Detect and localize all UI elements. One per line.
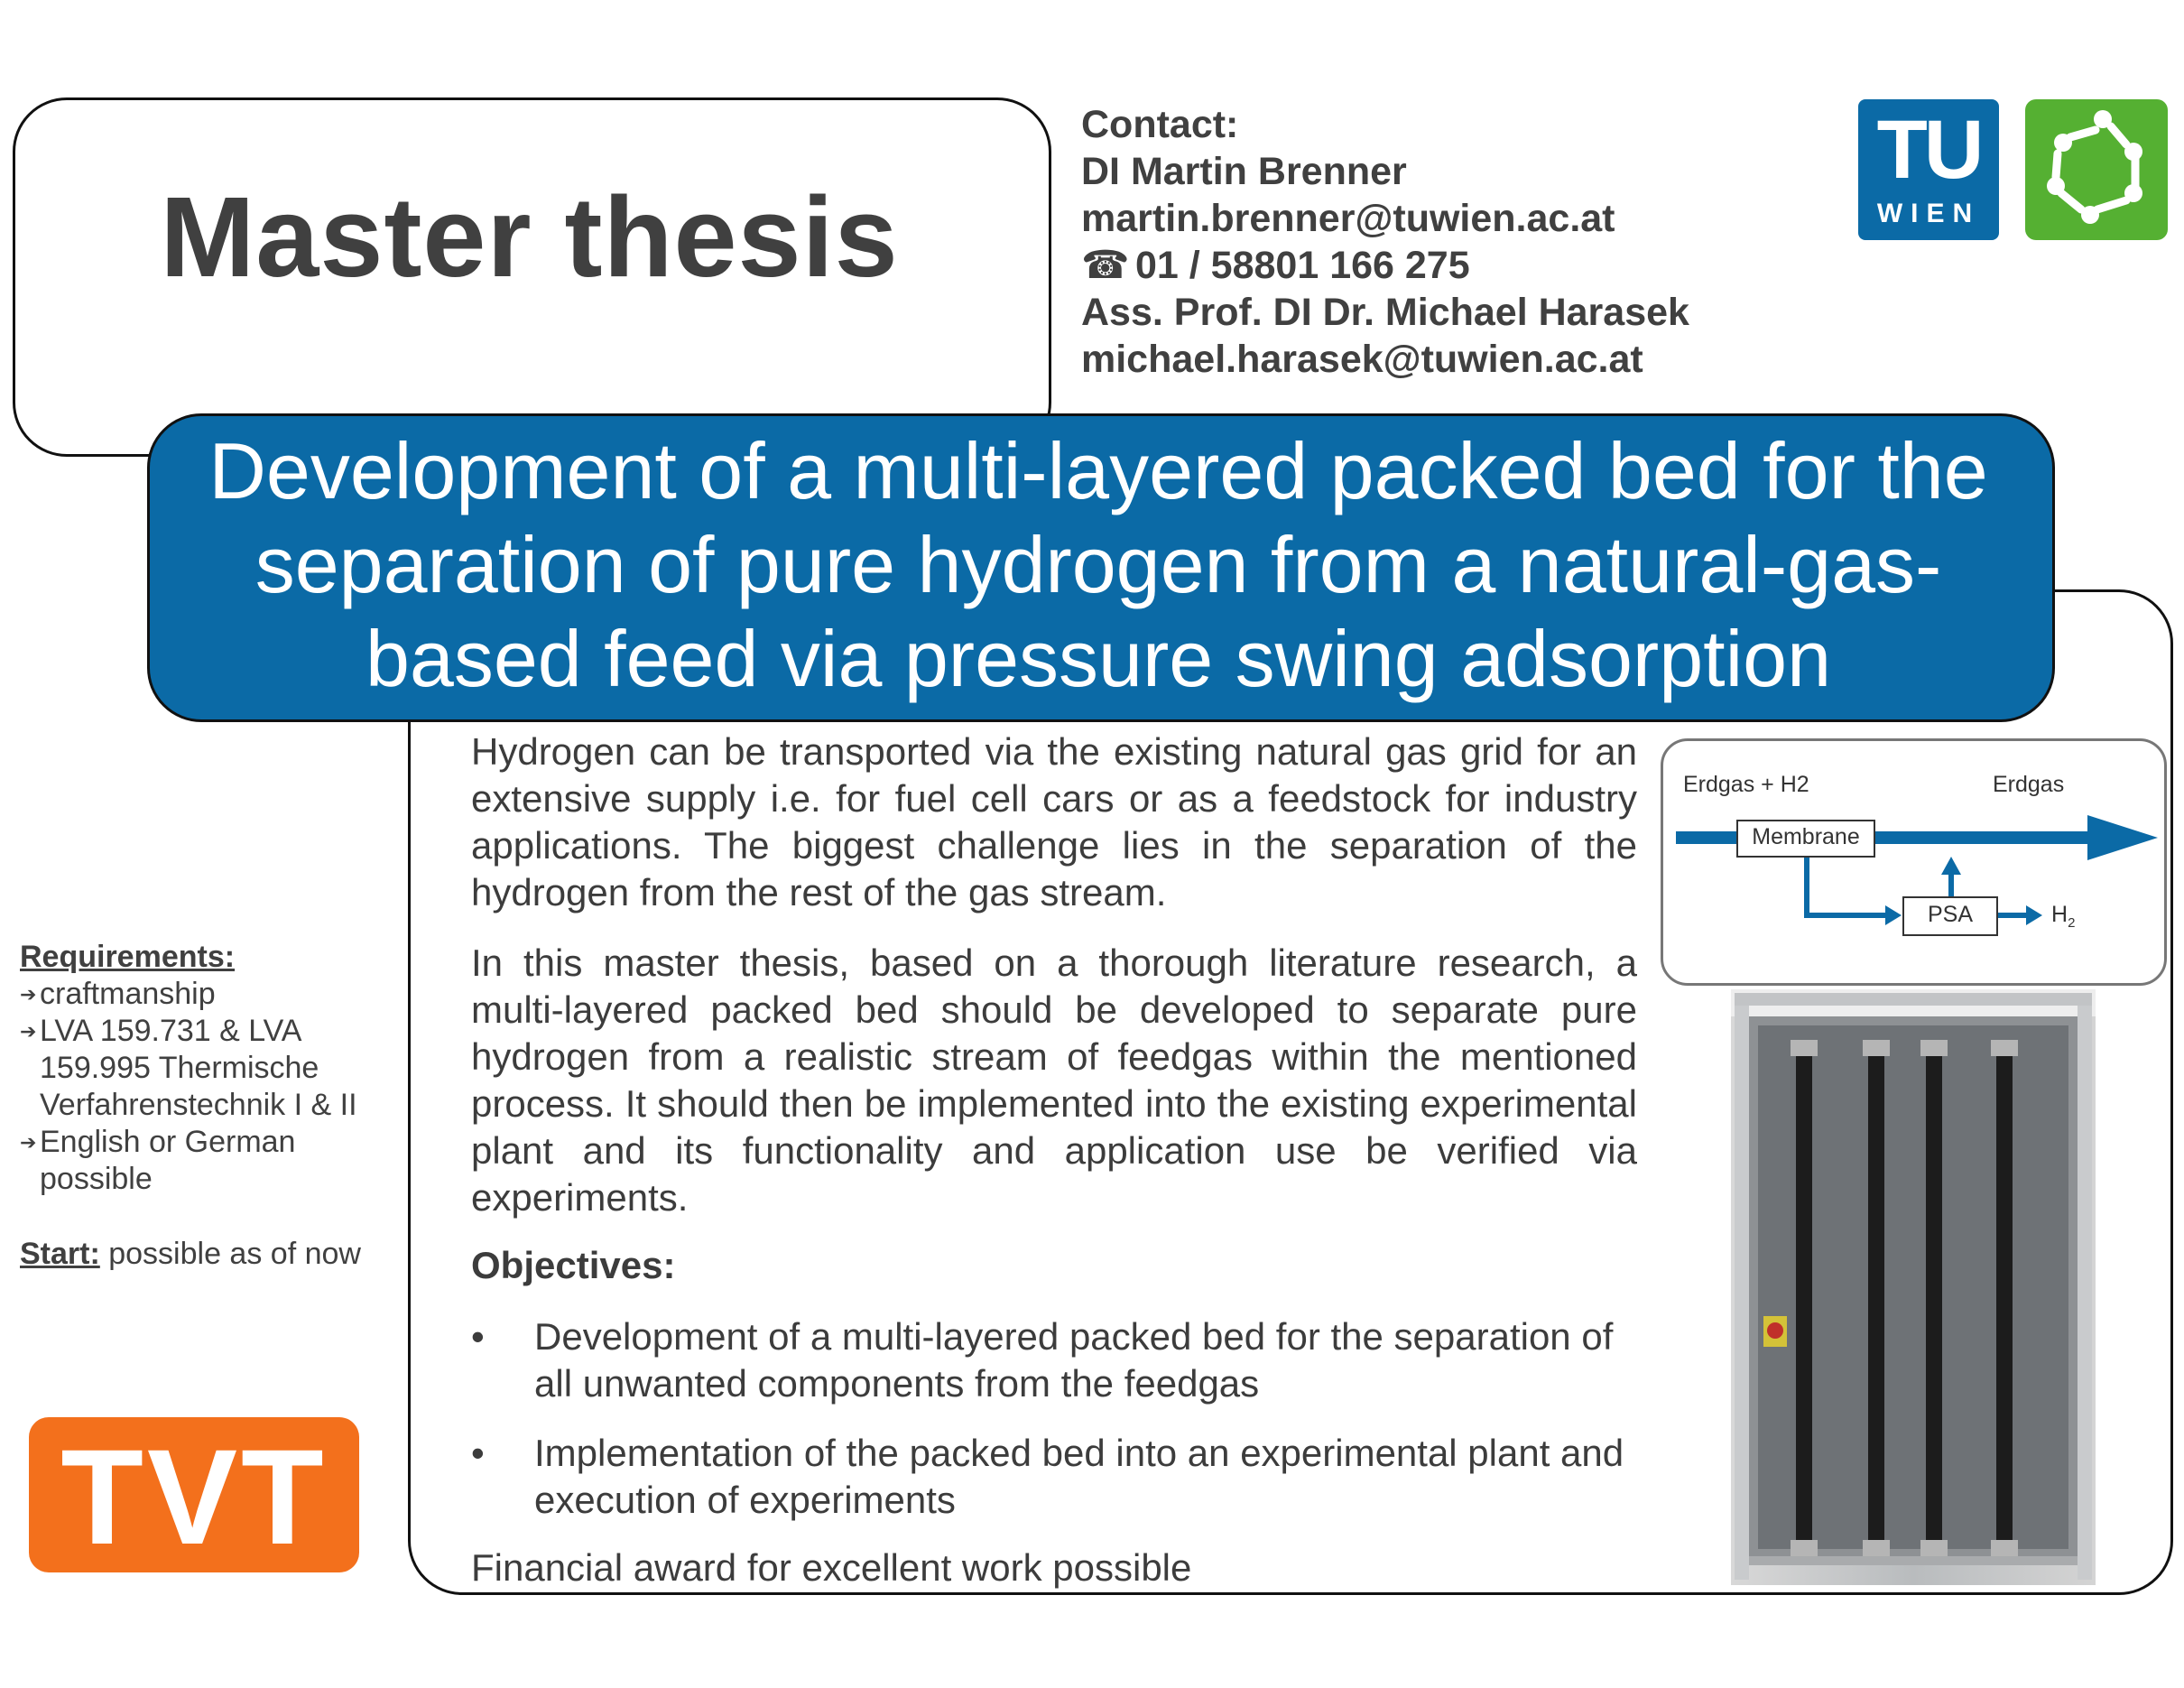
hydrogen-symbol: H xyxy=(2051,902,2068,927)
process-diagram xyxy=(1661,738,2167,986)
contact-name-2: Ass. Prof. DI Dr. Michael Harasek xyxy=(1081,291,1689,334)
intro-paragraph: Hydrogen can be transported via the existing natural gas grid for an extensive supply i.e. for fuel cell cars or as a feedstock for industry applications. The biggest challenge lies in the separation of the hydrogen from the rest of the gas stream. xyxy=(471,730,1637,914)
requirements-heading: Requirements: xyxy=(20,940,236,974)
arrow-icon: ➔ xyxy=(20,1020,37,1043)
psa-label: PSA xyxy=(1927,902,1974,927)
thesis-paragraph: In this master thesis, based on a thorough literature research, a multi-layered packed bed should be developed to separate pure hydrogen from a realistic stream of feedgas within the mentioned process. It should then be implemented into the existing experimental plant and its functionality and application use be verified via experiments. xyxy=(471,941,1637,1219)
arrow-icon: ➔ xyxy=(20,983,37,1006)
award-note: Financial award for excellent work possible xyxy=(471,1546,1192,1589)
requirement-text: English or German possible xyxy=(40,1125,296,1196)
phone-icon: ☎ xyxy=(1081,244,1130,287)
tu-logo-text: TU xyxy=(1876,104,1981,196)
requirement-item xyxy=(20,1124,381,1198)
topic-title-line-2: separation of pure hydrogen from a natural-gas- xyxy=(254,520,1942,609)
experimental-plant-photo xyxy=(1731,989,2096,1585)
diagram-inlet-label: Erdgas + H2 xyxy=(1683,772,1809,797)
objective-text: Implementation of the packed bed into an experimental plant and execution of experiments xyxy=(534,1432,1624,1521)
topic-title xyxy=(147,424,2050,706)
contact-phone-row xyxy=(1081,242,1689,289)
contact-phone[interactable]: 01 / 58801 166 275 xyxy=(1135,244,1470,287)
requirements-block xyxy=(20,939,381,1198)
start-label: Start: xyxy=(20,1237,100,1271)
diagram-outlet-label: Erdgas xyxy=(1993,772,2065,797)
topic-title-line-1: Development of a multi-layered packed bed for the xyxy=(208,426,1988,515)
objectives-heading: Objectives: xyxy=(471,1244,676,1286)
topic-title-line-3: based feed via pressure swing adsorption xyxy=(365,614,1832,703)
page-title: Master thesis xyxy=(160,173,899,301)
contact-email-1[interactable]: martin.brenner@tuwien.ac.at xyxy=(1081,197,1615,240)
hydrogen-label xyxy=(2051,902,2075,931)
start-value: possible as of now xyxy=(99,1237,361,1271)
molecule-icon xyxy=(2025,99,2168,240)
tvt-logo-text: TVT xyxy=(60,1421,328,1572)
contact-email-2[interactable]: michael.harasek@tuwien.ac.at xyxy=(1081,338,1643,381)
contact-name-1: DI Martin Brenner xyxy=(1081,150,1407,193)
plant-photo-graphic xyxy=(1731,989,2096,1585)
objective-text: Development of a multi-layered packed bed for the separation of all unwanted components from the feedgas xyxy=(534,1315,1614,1405)
chemistry-logo xyxy=(2025,99,2168,240)
bullet-icon: • xyxy=(471,1432,485,1474)
wien-logo-text: WIEN xyxy=(1876,199,1981,228)
hydrogen-subscript: 2 xyxy=(2068,915,2076,931)
membrane-label: Membrane xyxy=(1752,824,1860,849)
requirement-text: LVA 159.731 & LVA 159.995 Thermische Verfahrenstechnik I & II xyxy=(40,1014,357,1122)
requirement-text: craftmanship xyxy=(40,977,216,1011)
requirement-item xyxy=(20,1013,381,1124)
start-info xyxy=(20,1237,361,1272)
contact-heading: Contact: xyxy=(1081,103,1239,146)
tu-wien-logo xyxy=(1858,99,1999,240)
bullet-icon: • xyxy=(471,1315,485,1358)
requirement-item xyxy=(20,976,381,1013)
arrow-icon: ➔ xyxy=(20,1131,37,1154)
contact-block xyxy=(1081,101,1689,383)
tvt-logo xyxy=(29,1417,359,1572)
